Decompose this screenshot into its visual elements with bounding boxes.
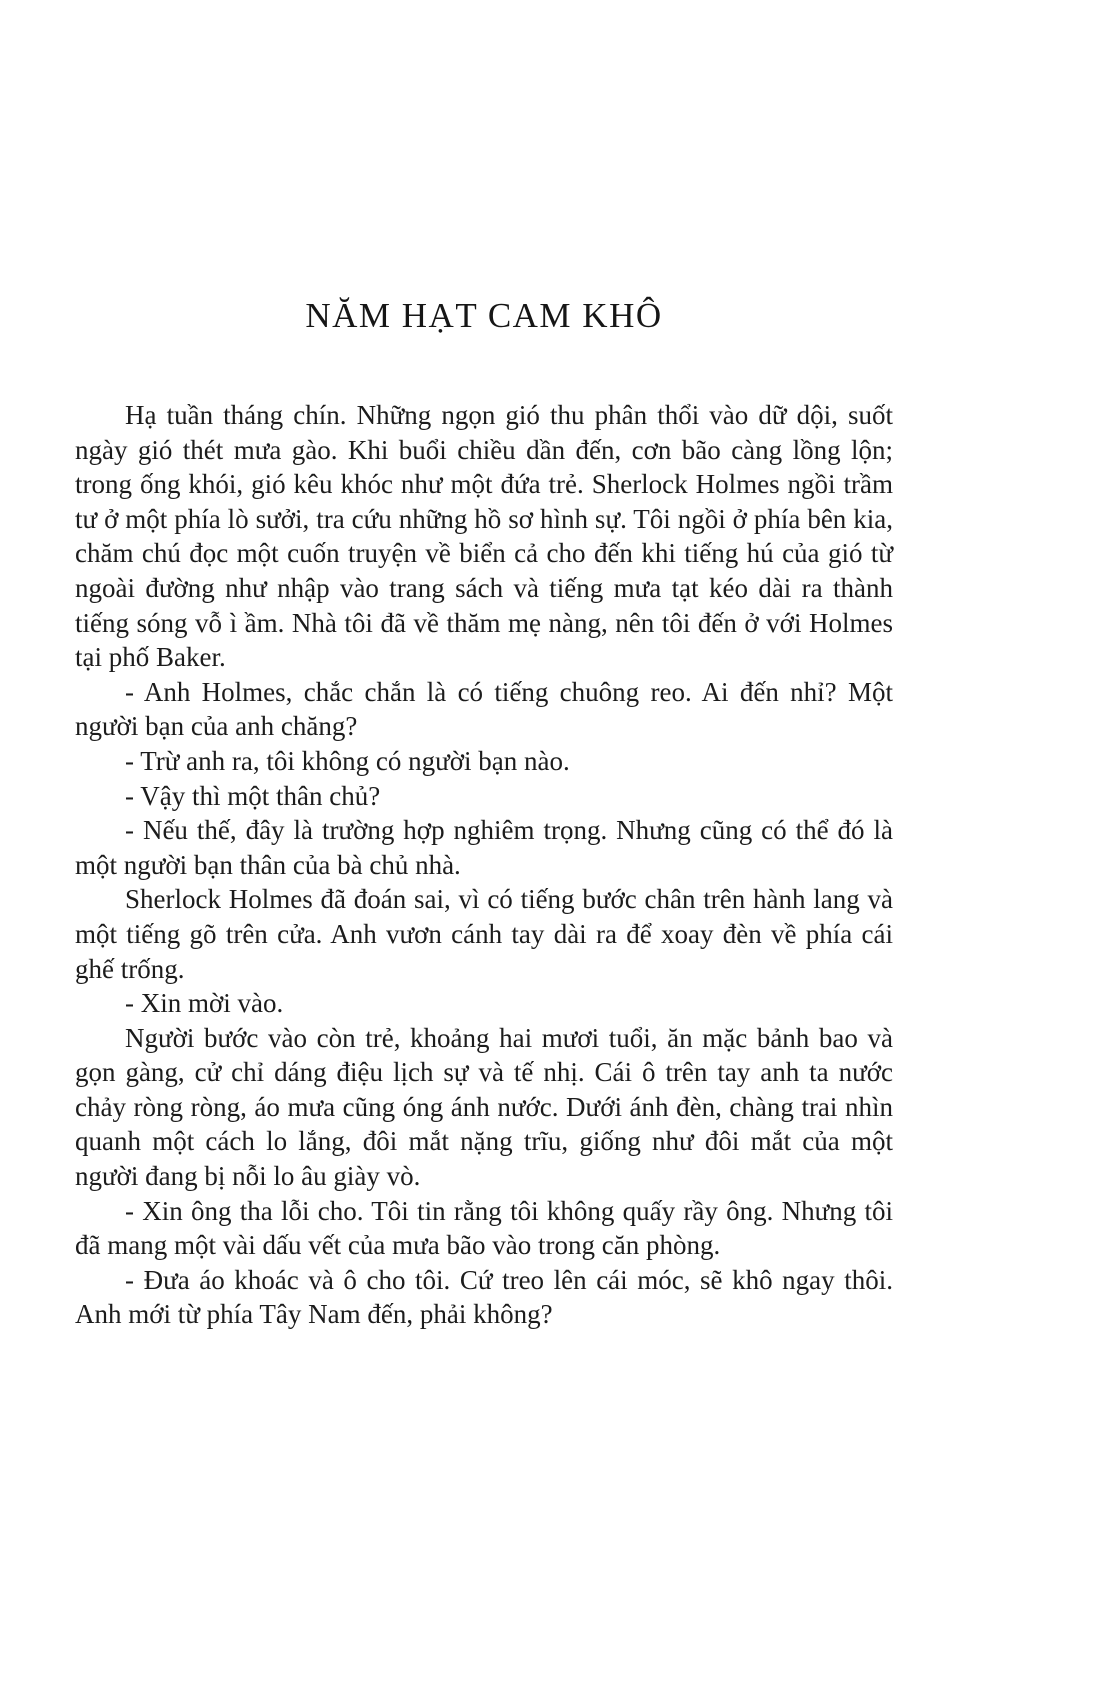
text-block xyxy=(75,398,893,1332)
paragraph: Sherlock Holmes đã đoán sai, vì có tiếng bước chân trên hành lang và một tiếng gõ trên cửa. Anh vươn cánh tay dài ra để xoay đèn về phía cái ghế trống. xyxy=(75,884,893,984)
paragraph: Hạ tuần tháng chín. Những ngọn gió thu phân thổi vào dữ dội, suốt ngày gió thét mưa gào. Khi buổi chiều dần đến, cơn bão càng lồng lộn; trong ống khói, gió kêu khóc như một đứa trẻ. Sherlock Holmes ngồi trầm tư ở một phía lò sưởi, tra cứu những hồ sơ hình sự. Tôi ngồi ở phía bên kia, chăm chú đọc một cuốn truyện về biển cả cho đến khi tiếng hú của gió từ ngoài đường như nhập vào trang sách và tiếng mưa tạt kéo dài ra thành tiếng sóng vỗ ì ầm. Nhà tôi đã về thăm mẹ nàng, nên tôi đến ở với Holmes tại phố Baker. xyxy=(75,400,893,673)
page-content xyxy=(75,296,893,1332)
paragraph: - Trừ anh ra, tôi không có người bạn nào. xyxy=(125,745,570,776)
chapter-title: NĂM HẠT CAM KHÔ xyxy=(305,296,663,335)
paragraph: - Anh Holmes, chắc chắn là có tiếng chuông reo. Ai đến nhỉ? Một người bạn của anh chăng? xyxy=(75,676,893,742)
paragraph: - Nếu thế, đây là trường hợp nghiêm trọng. Nhưng cũng có thể đó là một người bạn thân của bà chủ nhà. xyxy=(75,815,893,880)
paragraph: - Đưa áo khoác và ô cho tôi. Cứ treo lên cái móc, sẽ khô ngay thôi. Anh mới từ phía Tây Nam đến, phải không? xyxy=(75,1264,893,1330)
paragraph: Người bước vào còn trẻ, khoảng hai mươi tuổi, ăn mặc bảnh bao và gọn gàng, cử chỉ dáng điệu lịch sự và tế nhị. Cái ô trên tay anh ta nước chảy ròng ròng, áo mưa cũng óng ánh nước. Dưới ánh đèn, chàng trai nhìn quanh một cách lo lắng, đôi mắt nặng trĩu, giống như đôi mắt của một người đang bị nỗi lo âu giày vò. xyxy=(75,1022,893,1192)
paragraph: - Xin mời vào. xyxy=(125,988,284,1019)
paragraph: - Vậy thì một thân chủ? xyxy=(125,780,381,811)
paragraph: - Xin ông tha lỗi cho. Tôi tin rằng tôi không quấy rầy ông. Nhưng tôi đã mang một vài dấu vết của mưa bão vào trong căn phòng. xyxy=(75,1195,893,1261)
